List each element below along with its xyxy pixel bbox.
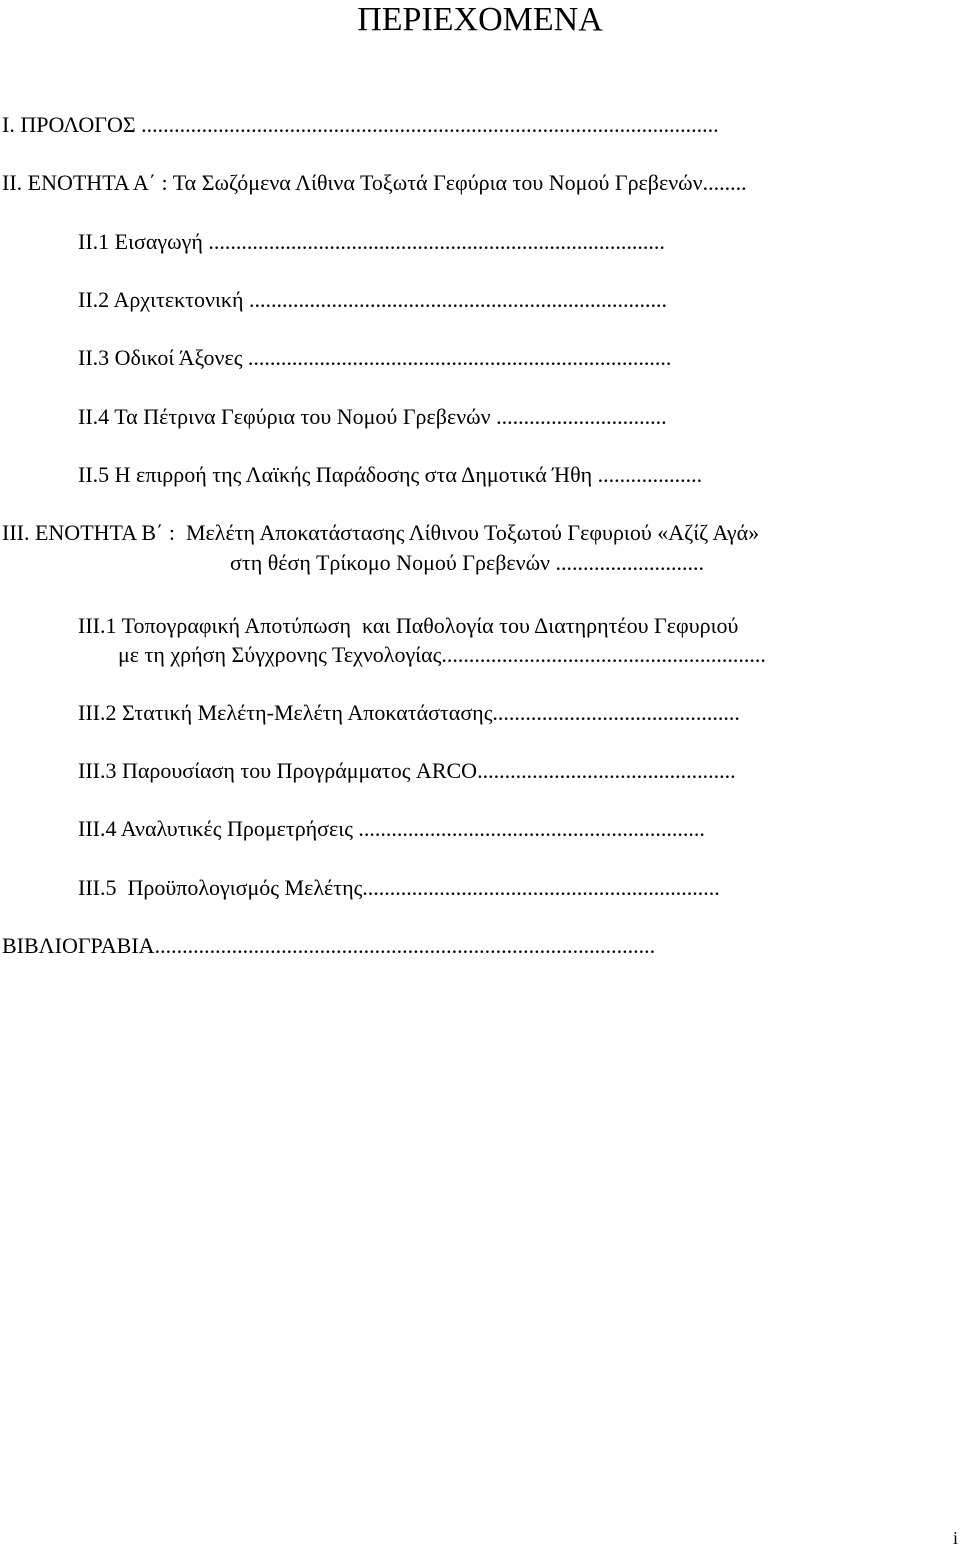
toc-entry-label: ΒΙΒΛΙΟΓΡΑΒΙΑ: [2, 934, 155, 958]
toc-entry-iii-5[interactable]: [78, 876, 720, 900]
toc-entry-label: ΙΙΙ.4 Αναλυτικές Προμετρήσεις: [78, 817, 353, 841]
toc-entry-iii-1[interactable]: [78, 614, 738, 638]
toc-entry-label: ΙΙΙ. ΕΝΟΤΗΤΑ Β΄ : Μελέτη Αποκατάστασης Λίθινου Τοξωτού Γεφυριού «Αζίζ Αγά»: [2, 521, 760, 545]
toc-entry-label: ΙΙ.3 Οδικοί Άξονες: [78, 346, 243, 370]
toc-entry-label: ΙΙ.4 Τα Πέτρινα Γεφύρια του Νομού Γρεβενών: [78, 405, 491, 429]
toc-leader-dots: ...................................................................................: [202, 230, 665, 254]
toc-leader-dots: ...................: [592, 463, 703, 487]
toc-leader-dots: ............................................................................: [243, 288, 667, 312]
toc-entry-label: ΙΙΙ.5 Προϋπολογισμός Μελέτης: [78, 876, 363, 900]
toc-entry-label: ΙΙΙ.1 Τοπογραφική Αποτύπωση και Παθολογία του Διατηρητέου Γεφυριού: [78, 614, 739, 638]
toc-leader-dots: .........................................................................................................: [135, 113, 719, 137]
toc-entry-label: στη θέση Τρίκομο Νομού Γρεβενών: [230, 551, 550, 575]
toc-leader-dots: .............................................................................: [242, 346, 672, 370]
page-title: ΠΕΡΙΕΧΟΜΕΝΑ: [357, 1, 603, 38]
toc-entry-ii-4[interactable]: [78, 405, 667, 429]
toc-entry-bibliography[interactable]: [2, 934, 655, 958]
toc-leader-dots: ...............................................: [477, 759, 736, 783]
toc-leader-dots: ...........................: [550, 551, 704, 575]
toc-entry-label: ΙΙΙ.3 Παρουσίαση του Προγράμματος ARCO: [78, 759, 478, 783]
toc-leader-dots: ...........................................................: [441, 643, 766, 667]
toc-entry-label: με τη χρήση Σύγχρονης Τεχνολογίας: [118, 643, 442, 667]
toc-entry-iii-3[interactable]: [78, 759, 736, 783]
toc-entry-label: ΙΙ.2 Αρχιτεκτονική: [78, 288, 244, 312]
toc-leader-dots: ...........................................................................................: [154, 934, 656, 958]
toc-leader-dots: .................................................................: [362, 876, 720, 900]
toc-leader-dots: ...............................: [490, 405, 667, 429]
toc-entry-prologue[interactable]: [2, 113, 719, 137]
toc-entry-section-b[interactable]: [2, 521, 759, 545]
toc-entry-label: ΙΙ.5 Η επιρροή της Λαϊκής Παράδοσης στα Δημοτικά Ήθη: [78, 463, 593, 487]
toc-leader-dots: ...............................................................: [352, 817, 705, 841]
toc-entry-label: Ι. ΠΡΟΛΟΓΟΣ: [2, 113, 136, 137]
toc-entry-iii-1-continued[interactable]: [118, 643, 766, 667]
toc-entry-iii-4[interactable]: [78, 817, 705, 841]
toc-entry-ii-5[interactable]: [78, 463, 702, 487]
toc-entry-ii-2[interactable]: [78, 288, 667, 312]
toc-entry-ii-1[interactable]: [78, 230, 665, 254]
toc-entry-label: ΙΙΙ.2 Στατική Μελέτη-Μελέτη Αποκατάστασης: [78, 701, 493, 725]
toc-entry-label: ΙΙ.1 Εισαγωγή: [78, 230, 203, 254]
toc-leader-dots: .............................................: [492, 701, 740, 725]
toc-entry-label: ΙΙ. ΕΝΟΤΗΤΑ Α΄ : Τα Σωζόμενα Λίθινα Τοξωτά Γεφύρια του Νομού Γρεβενών: [2, 171, 703, 195]
toc-entry-iii-2[interactable]: [78, 701, 740, 725]
page-number: i: [952, 1528, 958, 1548]
toc-entry-section-a[interactable]: [2, 171, 747, 195]
toc-entry-section-b-continued[interactable]: [230, 551, 704, 575]
toc-leader-dots: ........: [702, 171, 747, 195]
toc-entry-ii-3[interactable]: [78, 346, 671, 370]
